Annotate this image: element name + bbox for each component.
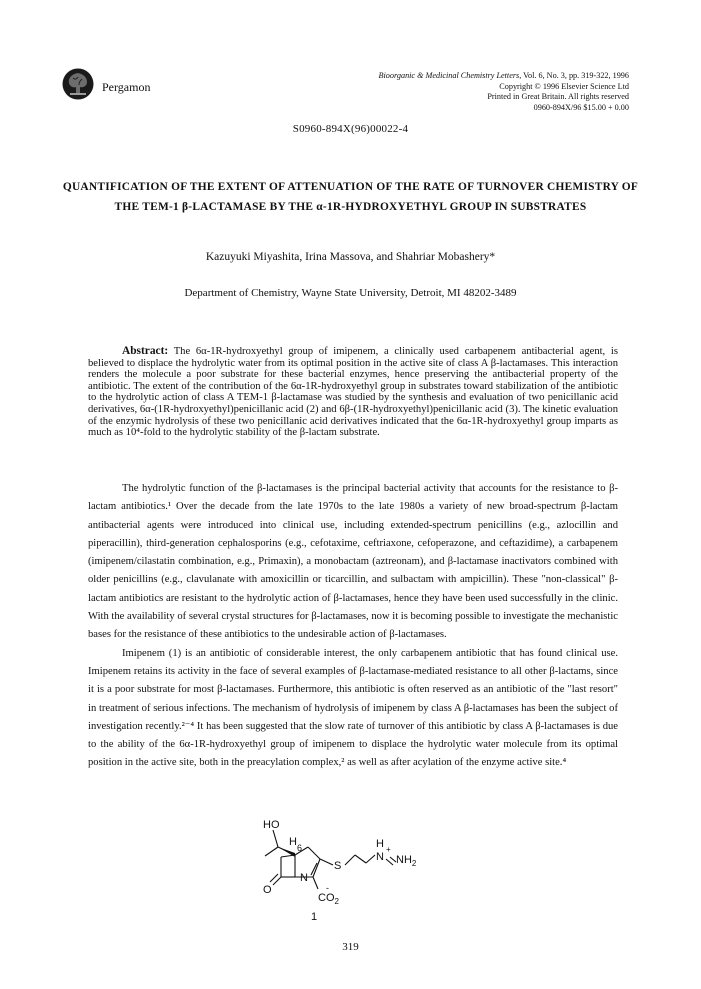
carbonyl-oxygen-label: O [263, 884, 272, 896]
body-text [88, 480, 618, 773]
imino-nitrogen-label: N [376, 851, 384, 863]
publisher-name: Pergamon [102, 80, 151, 94]
page-number: 319 [342, 941, 359, 953]
affiliation: Department of Chemistry, Wayne State University, Detroit, MI 48202-3489 [184, 287, 517, 299]
charge-minus-label: - [326, 883, 329, 893]
sulfur-label: S [334, 860, 342, 872]
ring-nitrogen-label: N [300, 872, 308, 884]
printed-line: Printed in Great Britain. All rights reserved [487, 92, 629, 102]
charge-plus-label: + [386, 845, 391, 854]
authors: Kazuyuki Miyashita, Irina Massova, and Shahriar Mobashery* [205, 251, 496, 263]
paragraph: The hydrolytic function of the β-lactamases is the principal bacterial activity that accounts for the resistance to β-lactam antibiotics.¹ Over the decade from the late 1970s to the late 1980s a variety of new broad-spectrum β-lactam antibacterial agents were introduced into clinical use, including extended-spectrum penicillins (e.g., azlocillin and piperacillin), third-generation cephalosporins (e.g., cefotaxime, ceftriaxone, cefoperazone, and ceftazidime), a carbapenem (imipenem/cilastatin combination, e.g., Primaxin), a monobactam (aztreonam), and β-lactamase inactivators combined with older penicillins (e.g., clavulanate with amoxicillin or ticarcillin, and sulbactam with ampicillin). These "non-classical" β-lactam antibiotics are resistant to the hydrolytic action of β-lactamases, hence they have been used successfully in the clinic. With the availability of several crystal structures for β-lactamases, now it is becoming possible to investigate the mechanistic bases for the resistance of these antibiotics to the undesirable action of β-lactamases. [88, 483, 618, 641]
carboxylate-label: $CO_2$ [318, 892, 339, 906]
abstract [88, 346, 618, 439]
article-identifier: S0960-894X(96)00022-4 [292, 123, 409, 135]
imipenem-structure [253, 817, 453, 929]
paper-title: QUANTIFICATION OF THE EXTENT OF ATTENUATION OF THE RATE OF TURNOVER CHEMISTRY OF THE TEM-1 β-LACTAMASE BY THE α-1R-HYDROXYETHYL GROUP IN SUBSTRATES [62, 181, 639, 213]
hydroxyl-label: HO [263, 819, 280, 831]
paragraph: Imipenem (1) is an antibiotic of considerable interest, the only carbapenem antibiotic that has found clinical use. Imipenem retains its activity in the face of several examples of β-lactamase-mediated resistance to all other β-lactams, since it is a poor substrate for most β-lactamases. Furthermore, this antibiotic is often reserved as an antibiotic of the "last resort" in treatment of serious infections. The mechanism of hydrolysis of imipenem by class A β-lactamases has been the subject of investigation recently.²⁻⁴ It has been suggested that the slow rate of turnover of this antibiotic by class A β-lactamases is due to the ability of the 6α-1R-hydroxyethyl group of imipenem to displace the hydrolytic water molecule from its optimal position in the active site, both in the preacylation complex,² as well as after acylation of the enzyme active site.⁴ [88, 647, 618, 769]
abstract-text: The 6α-1R-hydroxyethyl group of imipenem, a clinically used carbapenem antibacterial agent, is believed to displace the hydrolytic water from its optimal position in the active site of class A β-lactamases. This interaction renders the molecule a poor substrate for these bacterial enzymes, hence preserving the antibacterial property of the antibiotic. The extent of the contribution of the 6α-1R-hydroxyethyl group in substrates toward stabilization of the antibiotic to the hydrolytic action of class A TEM-1 β-lactamase was studied by the synthesis and evaluation of two penicillanic acid derivatives, 6α-(1R-hydroxyethyl)penicillanic acid (2) and 6β-(1R-hydroxyethyl)penicillanic acid (3). The kinetic evaluation of the enzymic hydrolysis of these two penicillanic acid derivatives indicated that the 6α-1R-hydroxyethyl group imparts as much as 10⁴-fold to the hydrolytic stability of the β-lactam substrate. [88, 346, 618, 439]
imino-hydrogen-label: H [376, 838, 384, 850]
elsevier-tree-logo-icon [62, 68, 94, 100]
amine-label: $NH_2$ [396, 854, 417, 868]
journal-citation [379, 71, 629, 113]
position-six-label: 6 [297, 843, 303, 853]
copyright-line: Copyright © 1996 Elsevier Science Ltd [499, 81, 629, 91]
hydrogen-label: H [289, 836, 297, 848]
journal-name: Bioorganic & Medicinal Chemistry Letters, [378, 71, 522, 80]
compound-number-label: 1 [311, 911, 318, 923]
journal-volume: Vol. 6, No. 3, pp. 319-322, 1996 [521, 71, 629, 80]
issn-line: 0960-894X/96 $15.00 + 0.00 [533, 102, 629, 112]
abstract-heading: Abstract: [122, 345, 169, 357]
